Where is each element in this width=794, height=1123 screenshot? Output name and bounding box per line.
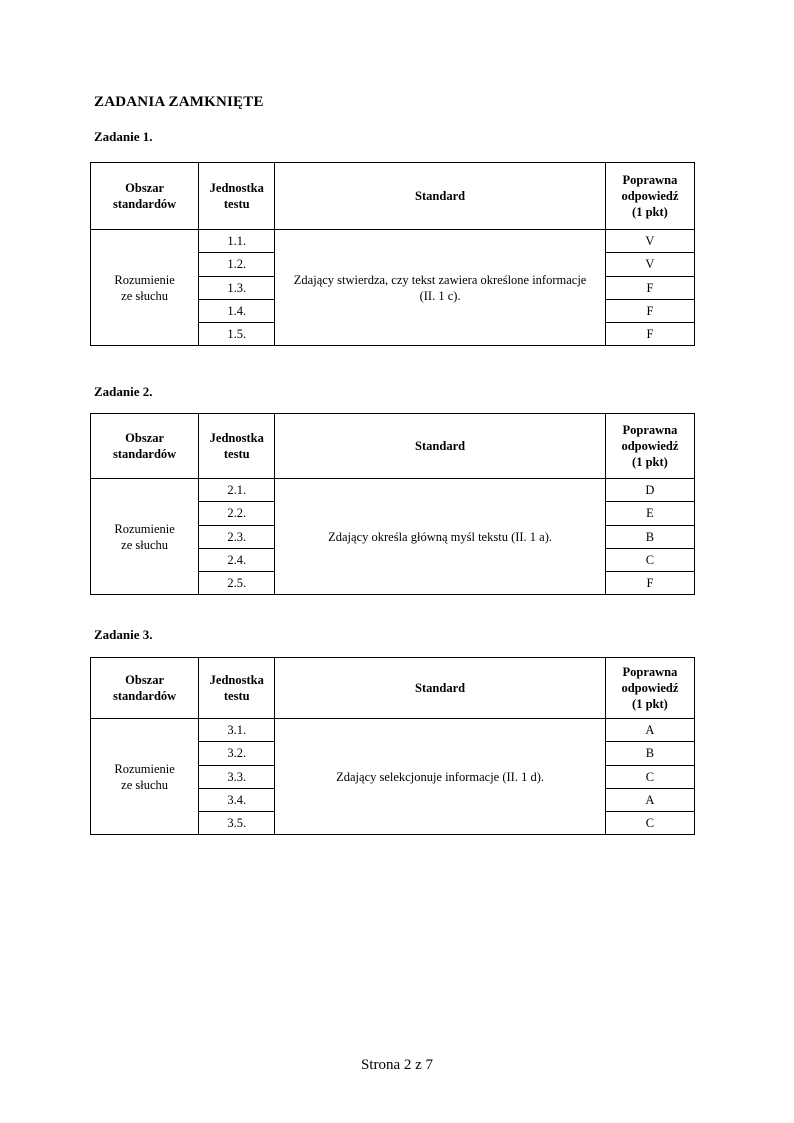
- header-answer: Poprawna odpowiedź (1 pkt): [605, 658, 694, 719]
- task-3-table: [90, 657, 695, 835]
- table-header-row: [91, 414, 695, 479]
- unit-cell: 3.3.: [199, 765, 275, 788]
- answer-cell: F: [605, 276, 694, 299]
- table-header-row: [91, 658, 695, 719]
- area-cell: Rozumienie ze słuchu: [91, 230, 199, 346]
- unit-cell: 1.1.: [199, 230, 275, 253]
- answer-cell: F: [605, 572, 694, 595]
- answer-cell: C: [605, 548, 694, 571]
- answer-cell: C: [605, 765, 694, 788]
- answer-cell: E: [605, 502, 694, 525]
- page-title: ZADANIA ZAMKNIĘTE: [94, 94, 264, 110]
- header-answer: Poprawna odpowiedź (1 pkt): [605, 414, 694, 479]
- answer-cell: A: [605, 788, 694, 811]
- header-unit: Jednostka testu: [199, 163, 275, 230]
- unit-cell: 1.4.: [199, 299, 275, 322]
- task-1-table: [90, 162, 695, 346]
- header-standard: Standard: [275, 658, 606, 719]
- standard-cell: Zdający selekcjonuje informacje (II. 1 d).: [275, 719, 606, 835]
- unit-cell: 1.3.: [199, 276, 275, 299]
- header-unit: Jednostka testu: [199, 658, 275, 719]
- page-number: Strona 2 z 7: [360, 1057, 434, 1073]
- answer-cell: F: [605, 323, 694, 346]
- standard-cell: Zdający określa główną myśl tekstu (II. 1 a).: [275, 479, 606, 595]
- answer-cell: F: [605, 299, 694, 322]
- standard-cell: Zdający stwierdza, czy tekst zawiera określone informacje (II. 1 c).: [275, 230, 606, 346]
- unit-cell: 1.2.: [199, 253, 275, 276]
- answer-cell: V: [605, 230, 694, 253]
- header-area: Obszar standardów: [91, 414, 199, 479]
- answer-cell: B: [605, 525, 694, 548]
- unit-cell: 2.2.: [199, 502, 275, 525]
- answer-cell: V: [605, 253, 694, 276]
- answer-cell: D: [605, 479, 694, 502]
- unit-cell: 3.4.: [199, 788, 275, 811]
- header-standard: Standard: [275, 163, 606, 230]
- unit-cell: 3.2.: [199, 742, 275, 765]
- answer-cell: A: [605, 719, 694, 742]
- unit-cell: 3.5.: [199, 812, 275, 835]
- header-area: Obszar standardów: [91, 658, 199, 719]
- header-area: Obszar standardów: [91, 163, 199, 230]
- task-2-table: [90, 413, 695, 595]
- answer-cell: C: [605, 812, 694, 835]
- header-answer: Poprawna odpowiedź (1 pkt): [605, 163, 694, 230]
- task-1-heading: Zadanie 1.: [94, 129, 153, 144]
- area-cell: Rozumienie ze słuchu: [91, 479, 199, 595]
- answer-cell: B: [605, 742, 694, 765]
- unit-cell: 3.1.: [199, 719, 275, 742]
- table-row: [91, 479, 695, 502]
- unit-cell: 2.1.: [199, 479, 275, 502]
- area-cell: Rozumienie ze słuchu: [91, 719, 199, 835]
- table-row: [91, 719, 695, 742]
- unit-cell: 2.5.: [199, 572, 275, 595]
- unit-cell: 2.3.: [199, 525, 275, 548]
- table-row: [91, 230, 695, 253]
- header-standard: Standard: [275, 414, 606, 479]
- header-unit: Jednostka testu: [199, 414, 275, 479]
- unit-cell: 1.5.: [199, 323, 275, 346]
- unit-cell: 2.4.: [199, 548, 275, 571]
- task-3-heading: Zadanie 3.: [94, 627, 153, 642]
- table-header-row: [91, 163, 695, 230]
- task-2-heading: Zadanie 2.: [94, 384, 153, 399]
